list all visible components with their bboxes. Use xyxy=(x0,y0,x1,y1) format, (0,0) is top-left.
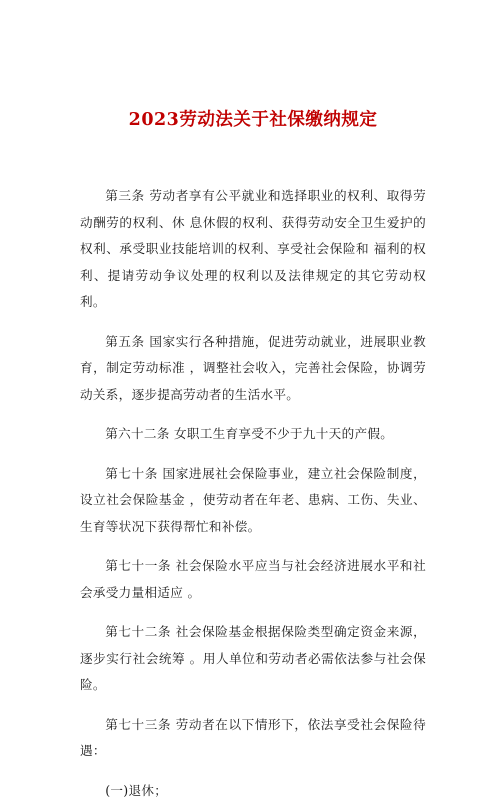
document-title: 2023劳动法关于社保缴纳规定 xyxy=(80,108,426,132)
paragraph-article-3: 第三条 劳动者享有公平就业和选择职业的权利、取得劳动酬劳的权利、休 息休假的权利、获得劳动安全卫生爱护的权利、承受职业技能培训的权利、享受社会保险和 福利的权利、提请劳动争议处理的权利以及法律规定的其它劳动权利。 xyxy=(80,183,426,316)
paragraph-article-72: 第七十二条 社会保险基金根据保险类型确定资金来源，逐步实行社会统筹 。用人单位和劳动者必需依法参与社会保险。 xyxy=(80,619,426,699)
paragraph-article-62: 第六十二条 女职工生育享受不少于九十天的产假。 xyxy=(80,421,426,448)
paragraph-article-5: 第五条 国家实行各种措施，促进劳动就业，进展职业教育，制定劳动标准 ，调整社会收入，完善社会保险，协调劳动关系，逐步提高劳动者的生活水平。 xyxy=(80,329,426,409)
document-body xyxy=(80,183,426,804)
paragraph-article-73: 第七十三条 劳动者在以下情形下，依法享受社会保险待遇： xyxy=(80,712,426,765)
paragraph-item-retirement: (一)退休； xyxy=(80,778,426,804)
paragraph-article-70: 第七十条 国家进展社会保险事业，建立社会保险制度，设立社会保险基金 ，使劳动者在年老、患病、工伤、失业、生育等状况下获得帮忙和补偿。 xyxy=(80,461,426,541)
paragraph-article-71: 第七十一条 社会保险水平应当与社会经济进展水平和社会承受力量相适应 。 xyxy=(80,553,426,606)
